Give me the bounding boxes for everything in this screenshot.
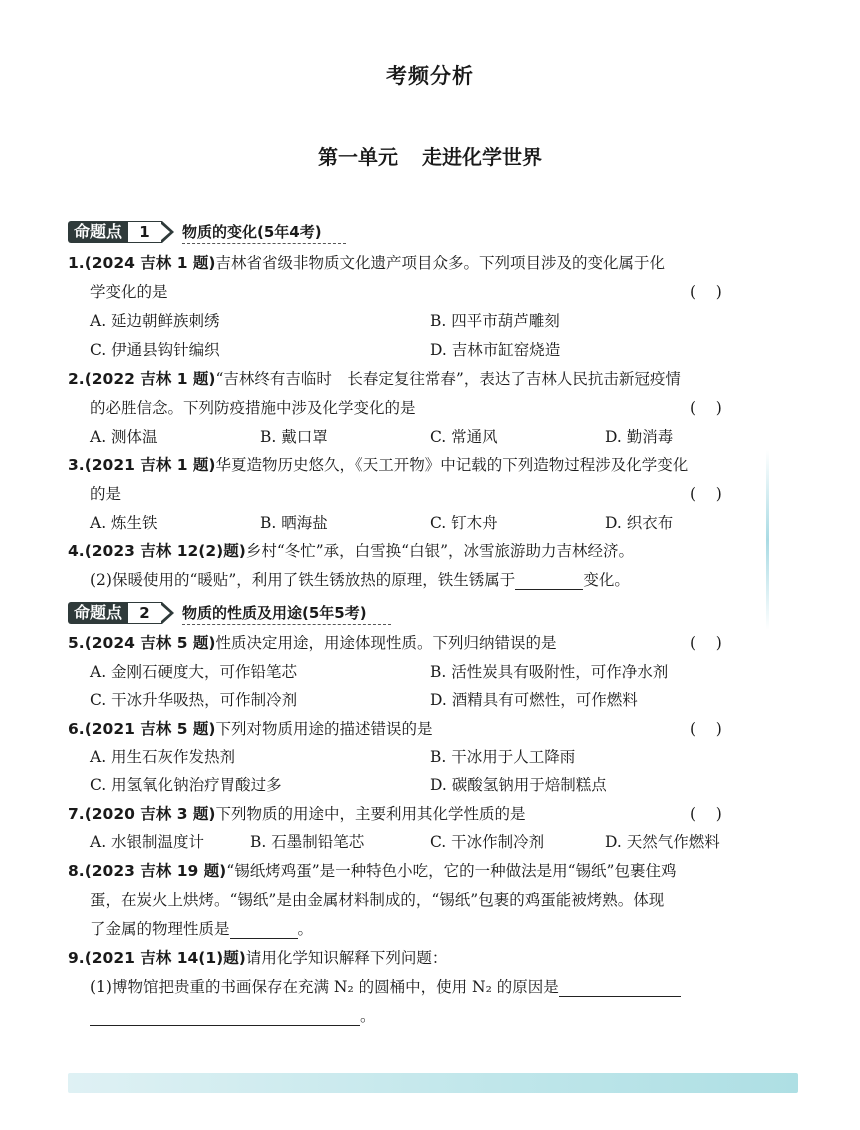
question-2-line-2: 的必胜信念。下列防疫措施中涉及化学变化的是 [90,399,416,417]
topic-point-header-1 [68,221,346,243]
option-c: C. 常通风 [430,428,498,446]
sub-question-text: (1)博物馆把贵重的书画保存在充满 N₂ 的圆桶中，使用 N₂ 的原因是 [90,978,559,996]
question-source: (2023 吉林 19 题) [84,862,227,880]
unit-number: 第一单元 [318,145,398,169]
question-text: 吉林省省级非物质文化遗产项目众多。下列项目涉及的变化属于化 [215,254,665,272]
question-text: “吉林终有吉临时 长春定复往常春”，表达了吉林人民抗击新冠疫情 [215,370,681,388]
option-c: C. 用氢氧化钠治疗胃酸过多 [90,776,282,794]
question-source: (2021 吉林 14(1)题) [84,949,246,967]
option-c: C. 伊通县钩针编织 [90,341,220,359]
question-text: 下列对物质用途的描述错误的是 [215,720,433,738]
option-a: A. 水银制温度计 [90,833,205,851]
question-4-line-1 [68,541,634,561]
question-8-line-1 [68,861,676,881]
answer-blank[interactable] [90,1009,360,1026]
question-3-line-1 [68,455,688,475]
question-7-line-1 [68,804,526,824]
topic-point-tag: 命题点 [68,602,128,624]
question-source: (2024 吉林 5 题) [84,634,216,652]
sub-question-end: 变化。 [583,571,630,589]
question-number: 3. [68,456,85,474]
answer-bracket: ( ) [690,720,722,738]
answer-bracket: ( ) [690,634,722,652]
answer-blank[interactable] [515,573,583,590]
answer-bracket: ( ) [690,805,722,823]
option-b: B. 晒海盐 [260,514,328,532]
option-c: C. 钉木舟 [430,514,498,532]
question-4-sub-2 [90,570,630,590]
question-8-line-2: 蛋，在炭火上烘烤。“锡纸”是由金属材料制成的，“锡纸”包裹的鸡蛋能被烤熟。体现 [90,891,665,909]
answer-blank[interactable] [230,922,298,939]
question-1-line-1 [68,253,665,273]
option-d: D. 吉林市缸窑烧造 [430,341,561,359]
unit-title [0,141,860,170]
topic-point-number: 2 [128,602,162,624]
answer-bracket: ( ) [690,399,722,417]
question-number: 8. [68,862,85,880]
arrow-right-icon [162,221,174,243]
option-d: D. 碳酸氢钠用于焙制糕点 [430,776,607,794]
option-a: A. 炼生铁 [90,514,158,532]
option-d: D. 勤消毒 [605,428,674,446]
option-b: B. 石墨制铅笔芯 [250,833,365,851]
option-b: B. 干冰用于人工降雨 [430,748,576,766]
topic-point-title: 物质的性质及用途(5年5考) [182,602,391,625]
question-9-sub-1-cont [90,1006,376,1026]
question-number: 1. [68,254,85,272]
option-c: C. 干冰升华吸热，可作制冷剂 [90,691,298,709]
unit-name: 走进化学世界 [422,145,542,169]
question-9-line-1 [68,948,447,968]
page-edge-mark [766,450,769,630]
question-3-line-2: 的是 [90,485,122,503]
topic-point-title: 物质的变化(5年4考) [182,221,346,244]
topic-point-header-2 [68,602,391,624]
question-source: (2022 吉林 1 题) [84,370,216,388]
question-2-line-1 [68,369,681,389]
question-number: 7. [68,805,85,823]
answer-blank[interactable] [559,980,681,997]
question-number: 6. [68,720,85,738]
question-1-line-2: 学变化的是 [90,283,168,301]
answer-bracket: ( ) [690,485,722,503]
question-number: 4. [68,542,85,560]
footer-band [68,1073,798,1093]
question-source: (2023 吉林 12(2)题) [84,542,246,560]
arrow-right-icon [162,602,174,624]
question-source: (2021 吉林 5 题) [84,720,216,738]
option-d: D. 酒精具有可燃性，可作燃料 [430,691,638,709]
question-number: 9. [68,949,85,967]
question-text: 性质决定用途，用途体现性质。下列归纳错误的是 [215,634,557,652]
topic-point-number: 1 [128,221,162,243]
answer-bracket: ( ) [690,283,722,301]
sub-question-text: (2)保暖使用的“暖贴”，利用了铁生锈放热的原理，铁生锈属于 [90,571,516,589]
question-source: (2020 吉林 3 题) [84,805,216,823]
question-source: (2024 吉林 1 题) [84,254,216,272]
option-a: A. 用生石灰作发热剂 [90,748,236,766]
question-end: 。 [297,920,314,938]
option-b: B. 四平市葫芦雕刻 [430,312,560,330]
question-number: 2. [68,370,85,388]
page-title: 考频分析 [386,64,474,88]
question-9-sub-1 [90,977,681,997]
question-6-line-1 [68,719,433,739]
option-b: B. 戴口罩 [260,428,328,446]
question-8-line-3 [90,919,313,939]
question-text: 请用化学知识解释下列问题： [245,949,448,967]
option-b: B. 活性炭具有吸附性，可作净水剂 [430,663,669,681]
question-number: 5. [68,634,85,652]
option-a: A. 延边朝鲜族刺绣 [90,312,220,330]
question-text: 了金属的物理性质是 [90,920,230,938]
topic-point-tag: 命题点 [68,221,128,243]
option-d: D. 织衣布 [605,514,674,532]
question-text: “锡纸烤鸡蛋”是一种特色小吃，它的一种做法是用“锡纸”包裹住鸡 [226,862,677,880]
question-text: 乡村“冬忙”承，白雪换“白银”，冰雪旅游助力吉林经济。 [245,542,635,560]
question-text: 华夏造物历史悠久，《天工开物》中记载的下列造物过程涉及化学变化 [215,456,689,474]
option-c: C. 干冰作制冷剂 [430,833,545,851]
question-5-line-1 [68,633,557,653]
option-a: A. 测体温 [90,428,158,446]
option-d: D. 天然气作燃料 [605,833,720,851]
question-source: (2021 吉林 1 题) [84,456,216,474]
option-a: A. 金刚石硬度大，可作铅笔芯 [90,663,298,681]
sub-question-end: 。 [360,1007,376,1025]
question-text: 下列物质的用途中，主要利用其化学性质的是 [215,805,526,823]
